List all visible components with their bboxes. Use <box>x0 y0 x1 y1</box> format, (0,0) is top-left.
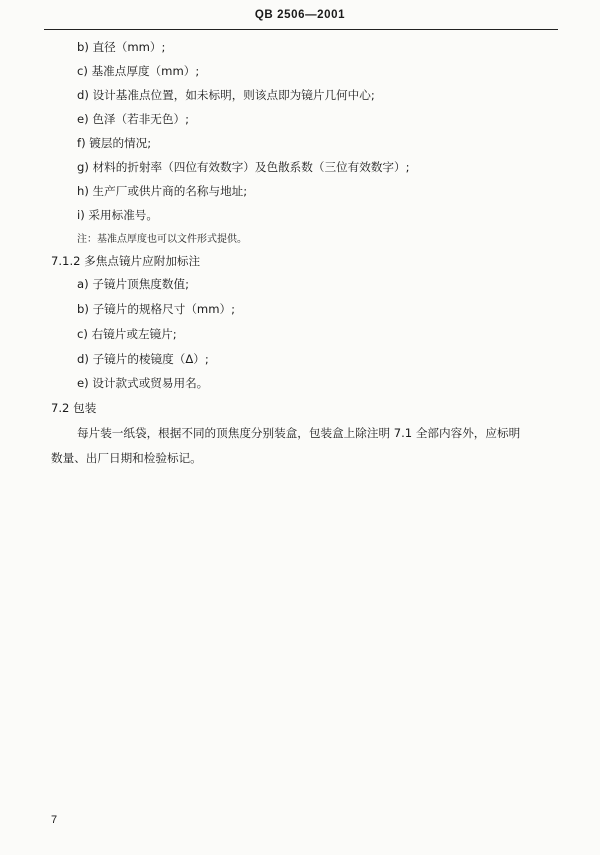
standard-code: QB 2506—2001 <box>254 9 346 21</box>
paragraph-line: 每片装一纸袋，根据不同的顶焦度分别装盒，包装盒上除注明 7.1 全部内容外，应标明 <box>77 426 521 440</box>
list-item: a) 子镜片顶焦度数值; <box>77 277 189 291</box>
list-item: c) 右镜片或左镜片; <box>77 327 177 341</box>
list-item: e) 色泽（若非无色）; <box>77 112 189 126</box>
list-item: h) 生产厂或供片商的名称与地址; <box>77 184 248 198</box>
header-rule <box>44 29 558 30</box>
list-item: e) 设计款式或贸易用名。 <box>77 376 209 390</box>
list-item: d) 子镜片的棱镜度（Δ）; <box>77 352 209 366</box>
list-item: d) 设计基准点位置，如未标明，则该点即为镜片几何中心; <box>77 88 375 102</box>
section-heading: 7.1.2 多焦点镜片应附加标注 <box>51 254 201 268</box>
paragraph-line: 数量、出厂日期和检验标记。 <box>51 451 202 465</box>
note: 注：基准点厚度也可以文件形式提供。 <box>77 234 247 245</box>
list-item: f) 镀层的情况; <box>77 136 152 150</box>
list-item: b) 子镜片的规格尺寸（mm）; <box>77 302 235 316</box>
list-item: b) 直径（mm）; <box>77 40 166 54</box>
list-item: g) 材料的折射率（四位有效数字）及色散系数（三位有效数字）; <box>77 160 410 174</box>
list-item: c) 基准点厚度（mm）; <box>77 64 200 78</box>
page-header <box>0 0 600 30</box>
list-item: i) 采用标准号。 <box>77 208 158 222</box>
page-number: 7 <box>51 814 58 826</box>
section-heading: 7.2 包装 <box>51 401 97 415</box>
